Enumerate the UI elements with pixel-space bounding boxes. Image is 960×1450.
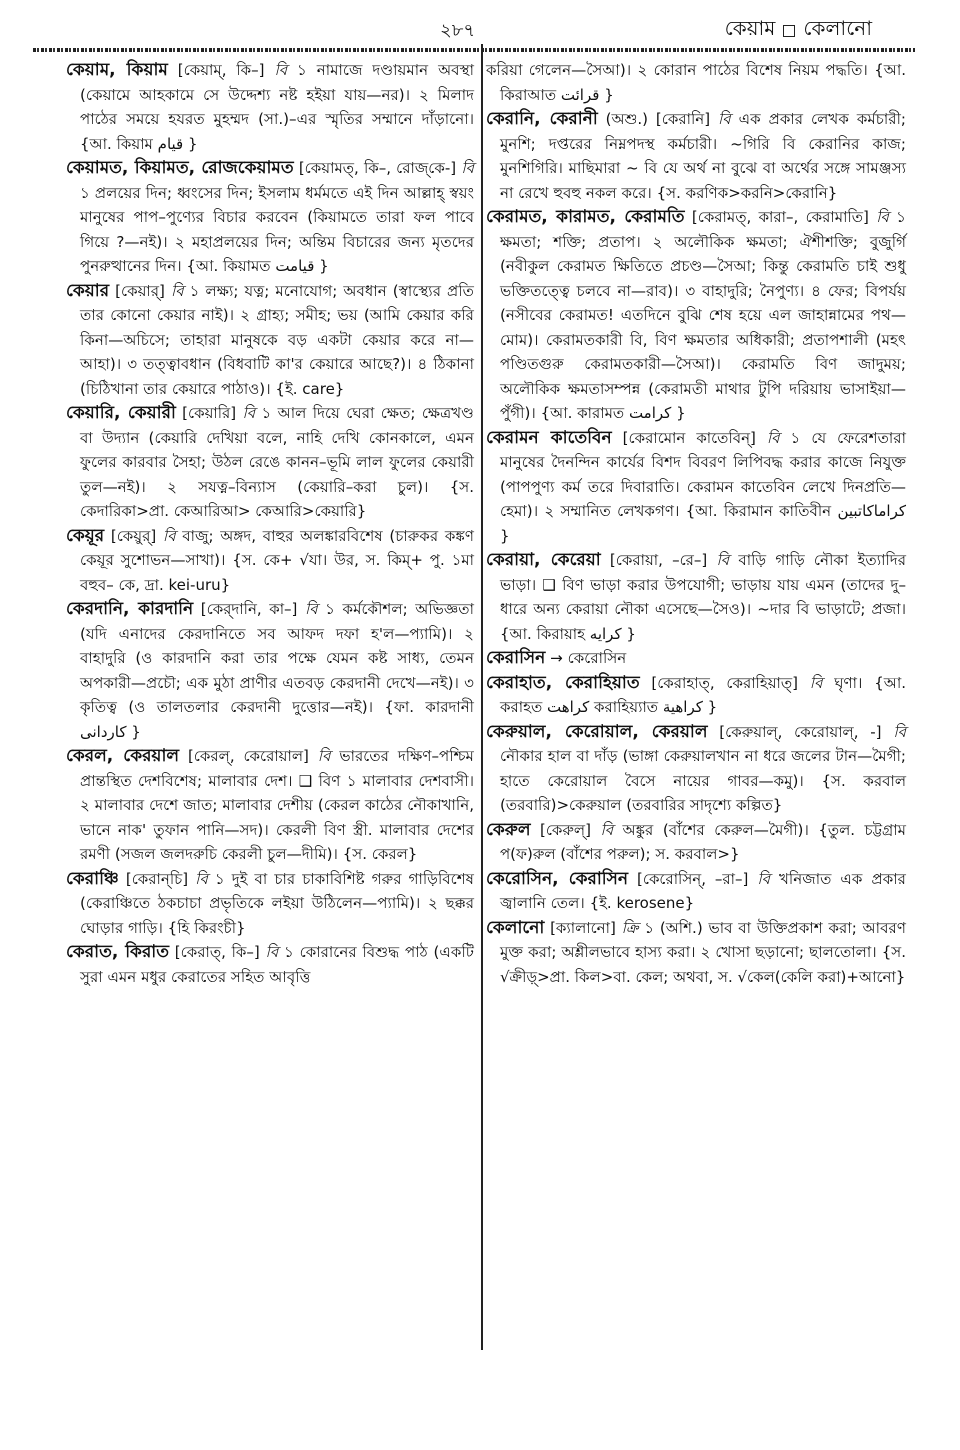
entry-pronunciation: [কেরান্‌চি] <box>125 869 189 888</box>
entry-etymology: {স. করণিক>করনি>কেরানি} <box>656 183 838 202</box>
entry-headword: কেরুয়াল, কেরোয়াল, কেরয়াল <box>486 721 708 742</box>
entry-definition: ঘৃণা। <box>834 673 863 692</box>
entry-part-of-speech: বি <box>461 159 474 177</box>
entry-definition: ১ দুই বা চার চাকাবিশিষ্ট গরুর গাড়িবিশেষ (কেরাঞ্চিতে ঠকচাচা প্রভৃতিকে লইয়া উঠিলেন—প্যামি)। ২ ছক্কর ঘোড়ার গাড়ি। <box>80 869 474 937</box>
entry-part-of-speech: বি <box>317 747 331 765</box>
page-header <box>0 14 960 42</box>
entry-pronunciation: [কেয়ুর্] <box>110 526 157 545</box>
dictionary-entry <box>486 646 906 671</box>
entry-pronunciation: [কেয়ারি] <box>182 404 237 422</box>
entry-headword: কেরদানি, কারদানি <box>66 599 194 619</box>
entry-part-of-speech: বি <box>757 869 771 888</box>
entry-pronunciation: [কেরল্, কেরোয়াল] <box>187 747 309 765</box>
entry-headword: কেরল, কেরয়াল <box>66 746 180 766</box>
guide-last-word: কেলানো <box>803 16 872 40</box>
dictionary-entry <box>66 867 474 941</box>
entry-etymology: {আ. কারামত كرامت } <box>540 404 686 422</box>
entry-headword: কেয়ূর <box>66 525 105 546</box>
entry-definition: খনিজাত এক প্রকার জ্বালানি তেল। <box>500 869 906 912</box>
entry-part-of-speech: বি <box>718 110 731 128</box>
entry-pronunciation: [কেয়ার্] <box>115 281 165 300</box>
entry-definition: ১ লক্ষ্য; যত্ন; মনোযোগ; অবধান (স্বাস্থ্যের প্রতি তার কোনো কেয়ার নাই)। ২ গ্রাহ্য; সমীহ; ভয় (আমি কেয়ার করি কিনা—অচিসে; তাহারা মানুষকে বড় একটা কেয়ার করে না—আহা)। ৩ তত্ত্বাবধান (বিধবাটি কা'র কেয়ারে আছে?)। ৪ ঠিকানা (চিঠিখানা তার কেয়ারে পাঠাও)। <box>80 281 474 398</box>
entry-headword: কেয়ারি, কেয়ারী <box>66 403 176 423</box>
entry-etymology: {আ. কিরায়াহ كرايه } <box>500 624 636 643</box>
entry-pronunciation: [ক্যালানো] <box>550 918 616 937</box>
entry-pronunciation: [কেরামত্, কারা–, কেরামাতি] <box>691 208 869 226</box>
entry-definition: ভারতের দক্ষিণ–পশ্চিম প্রান্তস্থিত দেশবিশেষ; মালাবার দেশ। ❑ বিণ ১ মালাবার দেশবাসী। ২ মালাবার দেশে জাত; মালাবার দেশীয় (কেরল কাঠের নৌকাখানি, ভানে নাক' তুফান পানি—সদ)। কেরলী বিণ স্ত্রী. মালাবার দেশের রমণী (সজল জলদরুচি কেরলী চুল—দীমি)। <box>80 747 474 863</box>
entry-part-of-speech: বি <box>265 943 279 961</box>
dictionary-entry <box>66 744 474 867</box>
dictionary-entry <box>486 426 906 549</box>
entry-pronunciation: [কেরুয়াল্, কেরোয়াল্, -] <box>719 722 882 741</box>
dictionary-entry <box>486 720 906 818</box>
entry-part-of-speech: বি <box>170 281 184 300</box>
dictionary-entry <box>486 916 906 990</box>
entry-headword: কেরায়া, কেরেয়া <box>486 550 601 570</box>
entry-etymology: {স. √ক্রীড়্>প্রা. কিল>বা. কেল; অথবা, স. √কেল(কেলি করা)+আনো} <box>500 943 906 986</box>
entry-definition: করিয়া গেলেন—সৈআ)। ২ কোরান পাঠের বিশেষ নিয়ম পদ্ধতি। <box>486 61 868 79</box>
entry-definition: অঙ্কুর (বাঁশের কেরুল—মৈগী)। <box>622 820 809 839</box>
dictionary-entry <box>66 524 474 598</box>
entry-definition: ১ আল দিয়ে ঘেরা ক্ষেত; ক্ষেত্রখণ্ড বা উদ্যান (কেয়ারি দেখিয়া বলে, নাহি দেখি কোনকালে, এমন ফুলের কারবার সৈহা; উঠল রেঙে কানন–ভূমি লাল ফুলের কেয়ারী তুল—নই)। ২ সযত্ন–বিন্যাস (কেয়ারি–করা চুল)। <box>80 404 474 496</box>
dictionary-entry <box>486 205 906 426</box>
entry-part-of-speech: বি <box>162 526 176 545</box>
entry-etymology: {আ. করাহত كراهت করাহিয়্যাত كراهية } <box>500 673 906 716</box>
entry-headword: কেয়ার <box>66 280 110 301</box>
dictionary-entry <box>66 401 474 524</box>
entry-etymology: {স. কেরল} <box>342 845 418 863</box>
entry-definition: নৌকার হাল বা দাঁড় (ভাঙ্গা কেরুয়ালখান না ধরে জলের টান—মৈগী; হাতে কেরোয়াল বৈসে নায়ের গাবর—কমু)। <box>500 747 906 790</box>
dictionary-entry <box>486 58 906 107</box>
entry-etymology: {হি কিরংচী} <box>167 918 246 937</box>
dictionary-entry <box>486 671 906 720</box>
column-divider <box>481 44 483 1350</box>
entry-etymology: {স. করবাল (তরবারি)>কেরুয়াল (তরবারির সাদৃশ্যে কল্পিত} <box>500 771 907 814</box>
dictionary-entry <box>486 818 906 867</box>
entry-part-of-speech: বি <box>242 404 256 422</box>
entry-headword: কেয়ামত, কিয়ামত, রোজকেয়ামত <box>66 158 294 178</box>
dictionary-entry <box>486 107 906 205</box>
entry-headword: কেরামন কাতেবিন <box>486 427 612 448</box>
entry-definition: বাড়ি গাড়ি নৌকা ইত্যাদির ভাড়া। ❑ বিণ ভাড়া করার উপযোগী; ভাড়ায় যায় এমন (তাদের দু–ধারে অন্য কেরায়া নৌকা এসেছে—সৈও)। ~দার বি ভাড়াটে; প্রজা। <box>500 551 906 618</box>
entry-etymology: {স. কে+ √যা। উর, স. কিম্+ পু. ১মা বহুব– কে, দ্রা. kei-uru} <box>80 551 474 594</box>
entry-etymology: {ই. kerosene} <box>589 894 695 912</box>
entry-definition: ১ ক্ষমতা; শক্তি; প্রতাপ। ২ অলৌকিক ক্ষমতা; ঐশীশক্তি; বুজুর্গি (নবীকুল কেরামত ক্ষিতিতে প্রচণ্ড—সৈআ; কিন্তু কেরামতি চাই শুধু ভক্তিতত্ত্বে চলবে না—রাব)। ৩ বাহাদুরি; নৈপুণ্য। ৪ ফের; বিপর্যয় (নসীবের কেরামত! এতদিনে বুঝি শেষ হয়ে এল জাহান্নামের পথ—মোম)। কেরামতকারী বি, বিণ ক্ষমতার অধিকারী; প্রতাপশালী (মহৎ পণ্ডিতগুরু কেরামতকারী—সৈআ)। কেরামতি বিণ জাদুময়; অলৌকিক ক্ষমতাসম্পন্ন (কেরামতী মাথার টুপি দরিয়ায় ভাসাইয়া—পুঁগী)। <box>500 208 906 422</box>
entry-headword: কেরানি, কেরানী <box>486 109 598 129</box>
guide-first-word: কেয়াম <box>724 16 776 40</box>
entry-part-of-speech: বি <box>600 820 614 839</box>
entry-pronunciation: [কের্‌দানি, কা–] <box>200 600 298 618</box>
entry-etymology: {আ. কিয়াম قيام } <box>80 134 198 153</box>
entry-part-of-speech: ক্রি <box>621 918 639 937</box>
entry-pronunciation: [কেরাহাত্, কেরাহিয়াত্] <box>651 673 799 692</box>
entry-pronunciation: [কেরাত্, কি–] <box>174 943 260 961</box>
entry-part-of-speech: বি <box>274 61 288 79</box>
left-column <box>66 58 474 989</box>
entry-part-of-speech: বি <box>893 722 906 741</box>
entry-headword: কেরাঞ্চি <box>66 868 119 889</box>
entry-pronunciation: [কেয়াম্, কি–] <box>177 61 265 79</box>
dictionary-entry <box>66 156 474 279</box>
entry-etymology: {স. কেদারিকা>প্রা. কেআরিআ> কেআরি>কেয়ারি} <box>80 477 474 520</box>
entry-definition: ১ যে ফেরেশতারা মানুষের দৈনন্দিন কার্যের বিশদ বিবরণ লিপিবদ্ধ করার কাজে নিযুক্ত (পাপপুণ্য কর্ম তরে দিবারাতি। কেরামন কাতেবিন লেখে দিনপ্রতি—হেমা)। ২ সম্মানিত লেখকগণ। <box>500 428 906 520</box>
entry-definition: ১ প্রলয়ের দিন; ধ্বংসের দিন; ইসলাম ধর্মমতে এই দিন আল্লাহ্ স্বয়ং মানুষের পাপ–পুণ্যের বিচার করবেন (কিয়ামতে তারা ফল পাবে গিয়ে ?—নই)। ২ মহাপ্রলয়ের দিন; অন্তিম বিচারের জন্য মৃতদের পুনরুত্থানের দিন। <box>80 183 474 275</box>
entry-pronunciation: (অশু.) [কেরানি] <box>605 110 711 128</box>
entry-definition: বাজু; অঙ্গদ, বাহুর অলঙ্কারবিশেষ (চারুকর কঙ্কণ কেয়ূর সুশোভন—সাখা)। <box>80 526 474 569</box>
entry-part-of-speech: বি <box>195 869 208 888</box>
entry-pronunciation: [কেরুল্] <box>539 820 591 839</box>
entry-pronunciation: [কেরোসিন্, –রা–] <box>637 869 749 888</box>
header-rule <box>33 48 915 52</box>
entry-definition: এক প্রকার লেখক কর্মচারী; মুনশি; দপ্তরের নিম্নপদস্থ কর্মচারী। ~গিরি বি কেরানির কাজ; মুনশিগিরি। মাছিমারা ~ বি যে অর্থ না বুঝে বা অর্থের সঙ্গে সামঞ্জস্য না রেখে হুবহু নকল করে। <box>500 110 906 202</box>
guide-words <box>725 14 872 47</box>
entry-headword: কেলানো <box>486 917 545 938</box>
entry-pronunciation: [কেরামোন কাতেবিন্] <box>622 428 756 447</box>
entry-etymology: {আ. কিয়ামত قيامت } <box>186 257 329 275</box>
entry-part-of-speech: বি <box>716 551 730 569</box>
entry-headword: কেরাসিন <box>486 648 546 668</box>
page-number: ২৮৭ <box>440 20 476 41</box>
entry-pronunciation: [কেয়ামত্, কি–, রোজ্‌কে-] <box>298 159 457 177</box>
entry-definition: ১ কর্মকৌশল; অভিজ্ঞতা (যদি এনাদের কেরদানিতে সব আফদ দফা হ'ল—প্যামি)। ২ বাহাদুরি (ও কারদানি করা তার পক্ষে যেমন কষ্ট সাধ্য, তেমন অপকারী—প্রচৌ; এক মুঠা প্রাণীর এতবড় কেরদানী দেখে—নই)। ৩ কৃতিত্ব (ও তালতলার কেরদানী দুত্তোর—নই)। <box>80 600 474 716</box>
entry-definition: → কেরোসিন <box>550 649 627 667</box>
entry-part-of-speech: বি <box>766 428 780 447</box>
entry-part-of-speech: বি <box>809 673 823 692</box>
entry-definition: ১ (অশি.) ভাব বা উক্তিপ্রকাশ করা; আবরণ মুক্ত করা; অশ্লীলভাবে হাস্য করা। ২ খোসা ছড়ানো; ছালতোলা। <box>500 918 906 961</box>
dictionary-entry <box>486 867 906 916</box>
entry-headword: কেরামত, কারামত, কেরামতি <box>486 207 685 227</box>
entry-etymology: {আ. কিরাআত قرائت } <box>500 61 906 104</box>
right-column <box>486 58 906 989</box>
entry-etymology: {আ. কিরামান কাতিবীন كراماكاتبين } <box>500 502 906 545</box>
entry-etymology: {ফা. কারদানী کاردانی } <box>80 698 474 741</box>
square-separator-icon <box>783 25 795 37</box>
entry-etymology: {ই. care} <box>275 379 345 398</box>
dictionary-entry <box>66 940 474 989</box>
entry-headword: কেরুল <box>486 819 531 840</box>
dictionary-entry <box>66 279 474 402</box>
entry-definition: ১ কোরানের বিশুদ্ধ পাঠ (একটি সুরা এমন মধুর কেরাতের সহিত আবৃত্তি <box>80 943 474 986</box>
entry-headword: কেরাত, কিরাত <box>66 942 169 962</box>
entry-headword: কেরাহাত, কেরাহিয়াত <box>486 672 640 693</box>
entry-headword: কেরোসিন, কেরাসিন <box>486 868 629 889</box>
entry-part-of-speech: বি <box>304 600 318 618</box>
entry-definition: ১ নামাজে দণ্ডায়মান অবস্থা (কেয়ামে আহকামে সে উদ্দেশ্য নষ্ট হইয়া যায়—নর)। ২ মিলাদ পাঠের সময়ে হযরত মুহম্মদ (সা.)–এর স্মৃতির সম্মানে দাঁড়ানো। <box>80 61 474 128</box>
dictionary-entry <box>486 548 906 646</box>
entry-headword: কেয়াম, কিয়াম <box>66 60 168 80</box>
entry-etymology: {তুল. চট্টগ্রাম প(ফ)রুল (বাঁশের পরুল); স. করবাল>} <box>500 820 906 863</box>
entry-pronunciation: [কেরায়া, –রে–] <box>609 551 708 569</box>
entry-part-of-speech: বি <box>876 208 889 226</box>
dictionary-entry <box>66 597 474 744</box>
dictionary-entry <box>66 58 474 156</box>
